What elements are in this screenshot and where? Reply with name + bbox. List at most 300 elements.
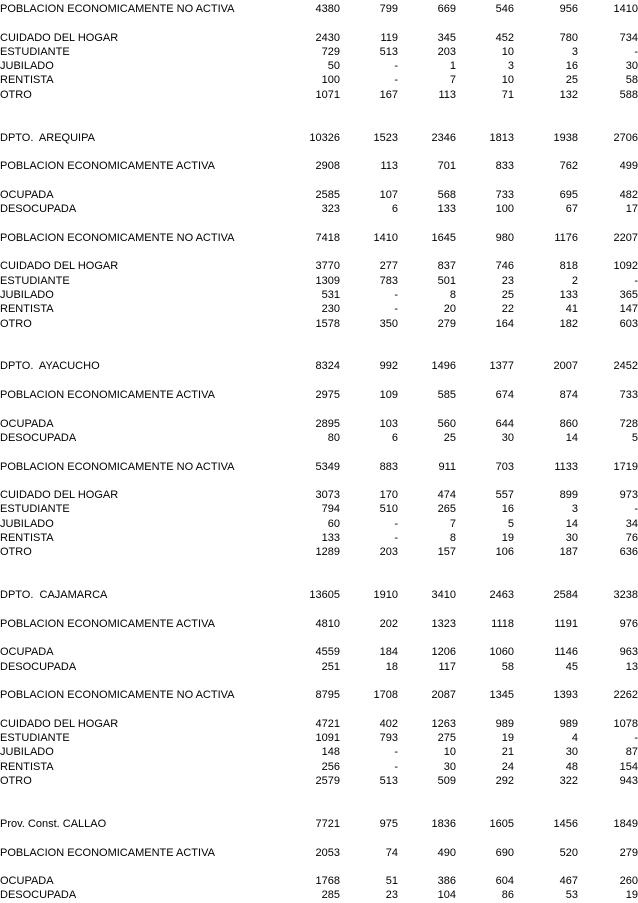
value-cell: 285 xyxy=(321,889,340,902)
value-cell: 1118 xyxy=(491,617,514,630)
value-cell: 2975 xyxy=(315,389,340,402)
value-cell: - xyxy=(634,45,638,58)
spacer-row xyxy=(0,445,638,459)
value-cell: 509 xyxy=(437,775,456,788)
value-cell: 520 xyxy=(559,846,578,859)
value-cell: 30 xyxy=(625,60,638,73)
row-label: OCUPADA xyxy=(0,417,54,430)
spacer-cell xyxy=(0,474,638,488)
table-row xyxy=(0,731,638,745)
value-cell: 25 xyxy=(501,288,514,301)
value-cell: 911 xyxy=(438,460,456,473)
value-cell: 10 xyxy=(501,74,514,87)
value-cell: 467 xyxy=(559,875,578,888)
value-cell: 1523 xyxy=(373,131,398,144)
table-row xyxy=(0,617,638,631)
spacer-row xyxy=(0,703,638,717)
value-cell: 8324 xyxy=(315,360,340,373)
spacer-row xyxy=(0,631,638,645)
spacer-row xyxy=(0,788,638,802)
value-cell: 17 xyxy=(625,203,638,216)
value-cell: 157 xyxy=(437,546,456,559)
value-cell: 345 xyxy=(437,31,456,44)
value-cell: 3770 xyxy=(315,260,340,273)
value-cell: 6 xyxy=(391,431,398,444)
value-cell: 793 xyxy=(379,732,398,745)
value-cell: 560 xyxy=(437,417,456,430)
spacer-row xyxy=(0,145,638,159)
value-cell: 701 xyxy=(437,160,456,173)
table-row xyxy=(0,188,638,202)
value-cell: 733 xyxy=(619,389,638,402)
value-cell: 490 xyxy=(437,846,456,859)
spacer-row xyxy=(0,216,638,230)
value-cell: 133 xyxy=(559,288,578,301)
value-cell: 16 xyxy=(501,503,514,516)
value-cell: 22 xyxy=(501,303,514,316)
value-cell: 2053 xyxy=(315,846,340,859)
report-page xyxy=(0,2,638,903)
value-cell: 1768 xyxy=(315,875,340,888)
value-cell: 1133 xyxy=(554,460,578,473)
value-cell: 3 xyxy=(571,503,578,516)
value-cell: 1836 xyxy=(431,817,456,830)
value-cell: 133 xyxy=(321,531,340,544)
row-label: JUBILADO xyxy=(0,746,54,759)
value-cell: 975 xyxy=(379,817,398,830)
value-cell: 20 xyxy=(443,303,456,316)
value-cell: 148 xyxy=(321,746,340,759)
value-cell: 728 xyxy=(619,417,638,430)
value-cell: 992 xyxy=(379,360,398,373)
spacer-row xyxy=(0,402,638,416)
row-label: POBLACION ECONOMICAMENTE ACTIVA xyxy=(0,160,215,173)
value-cell: 1289 xyxy=(315,546,340,559)
value-cell: 30 xyxy=(565,746,578,759)
row-label: OTRO xyxy=(0,88,32,101)
row-label: POBLACION ECONOMICAMENTE NO ACTIVA xyxy=(0,231,235,244)
row-label: RENTISTA xyxy=(0,760,54,773)
value-cell: 48 xyxy=(565,760,578,773)
table-row xyxy=(0,817,638,831)
value-cell: 260 xyxy=(619,875,638,888)
value-cell: 279 xyxy=(619,846,638,859)
value-cell: 2452 xyxy=(613,360,638,373)
table-row xyxy=(0,73,638,87)
table-row xyxy=(0,488,638,502)
value-cell: 531 xyxy=(321,288,340,301)
row-label: JUBILADO xyxy=(0,60,54,73)
value-cell: - xyxy=(394,517,398,530)
value-cell: - xyxy=(394,746,398,759)
value-cell: - xyxy=(394,303,398,316)
value-cell: 513 xyxy=(379,775,398,788)
value-cell: 1377 xyxy=(489,360,514,373)
value-cell: 1849 xyxy=(613,817,638,830)
value-cell: 4559 xyxy=(315,646,340,659)
row-label: OCUPADA xyxy=(0,875,54,888)
row-label: ESTUDIANTE xyxy=(0,503,70,516)
row-label: DPTO. AREQUIPA xyxy=(0,131,95,144)
value-cell: 943 xyxy=(619,775,638,788)
row-label: OCUPADA xyxy=(0,188,54,201)
row-label: CUIDADO DEL HOGAR xyxy=(0,489,119,502)
value-cell: 350 xyxy=(379,317,398,330)
value-cell: 1091 xyxy=(315,732,340,745)
value-cell: 695 xyxy=(559,188,578,201)
value-cell: 113 xyxy=(438,88,456,101)
value-cell: 279 xyxy=(437,317,456,330)
value-cell: 10 xyxy=(501,45,514,58)
value-cell: 113 xyxy=(380,160,398,173)
spacer-row xyxy=(0,574,638,588)
table-row xyxy=(0,660,638,674)
value-cell: 833 xyxy=(495,160,514,173)
table-row xyxy=(0,717,638,731)
value-cell: 170 xyxy=(379,489,398,502)
value-cell: 104 xyxy=(437,889,456,902)
value-cell: 18 xyxy=(385,660,398,673)
spacer-row xyxy=(0,331,638,345)
value-cell: 182 xyxy=(559,317,578,330)
value-cell: 2908 xyxy=(315,160,340,173)
value-cell: 734 xyxy=(619,31,638,44)
spacer-row xyxy=(0,560,638,574)
value-cell: 103 xyxy=(379,417,398,430)
table-row xyxy=(0,760,638,774)
value-cell: 6 xyxy=(391,203,398,216)
value-cell: 482 xyxy=(619,188,638,201)
value-cell: 24 xyxy=(501,760,514,773)
value-cell: 14 xyxy=(565,431,578,444)
row-label: OCUPADA xyxy=(0,646,54,659)
value-cell: 644 xyxy=(495,417,514,430)
spacer-cell xyxy=(0,102,638,116)
value-cell: 989 xyxy=(559,717,578,730)
table-row xyxy=(0,531,638,545)
value-cell: - xyxy=(634,503,638,516)
spacer-cell xyxy=(0,445,638,459)
value-cell: 2007 xyxy=(553,360,578,373)
value-cell: 167 xyxy=(379,88,398,101)
value-cell: 1078 xyxy=(613,717,638,730)
value-cell: 1176 xyxy=(554,231,578,244)
value-cell: - xyxy=(394,74,398,87)
value-cell: 8 xyxy=(449,531,456,544)
value-cell: 202 xyxy=(379,617,398,630)
table-row xyxy=(0,417,638,431)
spacer-row xyxy=(0,374,638,388)
table-row xyxy=(0,2,638,16)
table-row xyxy=(0,502,638,516)
value-cell: 3238 xyxy=(613,589,638,602)
value-cell: 746 xyxy=(495,260,514,273)
value-cell: 251 xyxy=(321,660,340,673)
value-cell: 4380 xyxy=(315,3,340,15)
value-cell: 4 xyxy=(571,732,578,745)
value-cell: 474 xyxy=(437,489,456,502)
table-body xyxy=(0,2,638,903)
value-cell: 277 xyxy=(379,260,398,273)
table-row xyxy=(0,302,638,316)
value-cell: 34 xyxy=(625,517,638,530)
row-label: POBLACION ECONOMICAMENTE NO ACTIVA xyxy=(0,460,235,473)
row-label: JUBILADO xyxy=(0,288,54,301)
table-row xyxy=(0,131,638,145)
spacer-cell xyxy=(0,216,638,230)
value-cell: 956 xyxy=(559,3,578,15)
value-cell: 603 xyxy=(619,317,638,330)
row-label: OTRO xyxy=(0,775,32,788)
value-cell: 780 xyxy=(559,31,578,44)
value-cell: 203 xyxy=(437,45,456,58)
value-cell: 5 xyxy=(507,517,514,530)
value-cell: 67 xyxy=(565,203,578,216)
spacer-row xyxy=(0,16,638,30)
value-cell: 322 xyxy=(559,775,578,788)
value-cell: - xyxy=(394,60,398,73)
value-cell: 452 xyxy=(495,31,514,44)
table-row xyxy=(0,274,638,288)
value-cell: 7418 xyxy=(315,231,340,244)
value-cell: 818 xyxy=(559,260,578,273)
value-cell: 588 xyxy=(619,88,638,101)
value-cell: 976 xyxy=(619,617,638,630)
value-cell: 203 xyxy=(379,546,398,559)
value-cell: 7 xyxy=(449,74,456,87)
value-cell: 402 xyxy=(379,717,398,730)
spacer-cell xyxy=(0,860,638,874)
table-row xyxy=(0,460,638,474)
table-row xyxy=(0,202,638,216)
value-cell: 2207 xyxy=(613,231,638,244)
table-row xyxy=(0,159,638,173)
value-cell: 1345 xyxy=(489,689,514,702)
value-cell: 604 xyxy=(495,875,514,888)
row-label: DESOCUPADA xyxy=(0,431,77,444)
spacer-row xyxy=(0,345,638,359)
value-cell: 2895 xyxy=(315,417,340,430)
value-cell: 14 xyxy=(565,517,578,530)
spacer-cell xyxy=(0,803,638,817)
value-cell: 8795 xyxy=(315,689,340,702)
value-cell: 980 xyxy=(495,231,514,244)
population-table xyxy=(0,2,638,903)
table-row xyxy=(0,774,638,788)
value-cell: 674 xyxy=(495,389,514,402)
row-label: RENTISTA xyxy=(0,531,54,544)
row-label: ESTUDIANTE xyxy=(0,45,70,58)
table-row xyxy=(0,88,638,102)
value-cell: 513 xyxy=(379,45,398,58)
spacer-row xyxy=(0,174,638,188)
value-cell: - xyxy=(394,531,398,544)
value-cell: 230 xyxy=(321,303,340,316)
value-cell: 1071 xyxy=(315,88,340,101)
value-cell: 386 xyxy=(437,875,456,888)
row-label: POBLACION ECONOMICAMENTE ACTIVA xyxy=(0,617,215,630)
value-cell: 1578 xyxy=(315,317,340,330)
table-row xyxy=(0,259,638,273)
value-cell: 1 xyxy=(449,60,456,73)
value-cell: 106 xyxy=(495,546,514,559)
value-cell: 100 xyxy=(321,74,340,87)
spacer-cell xyxy=(0,788,638,802)
spacer-row xyxy=(0,245,638,259)
value-cell: 899 xyxy=(559,489,578,502)
spacer-cell xyxy=(0,374,638,388)
value-cell: 837 xyxy=(437,260,456,273)
value-cell: 100 xyxy=(495,203,514,216)
value-cell: 51 xyxy=(385,875,398,888)
spacer-cell xyxy=(0,602,638,616)
value-cell: 132 xyxy=(559,88,578,101)
spacer-cell xyxy=(0,145,638,159)
value-cell: 19 xyxy=(501,531,514,544)
value-cell: 2087 xyxy=(431,689,456,702)
row-label: OTRO xyxy=(0,546,32,559)
table-row xyxy=(0,545,638,559)
value-cell: 30 xyxy=(565,531,578,544)
value-cell: 1456 xyxy=(553,817,578,830)
row-label: POBLACION ECONOMICAMENTE ACTIVA xyxy=(0,389,215,402)
spacer-cell xyxy=(0,674,638,688)
value-cell: 1708 xyxy=(373,689,398,702)
value-cell: 703 xyxy=(495,460,514,473)
value-cell: 10 xyxy=(443,746,456,759)
table-row xyxy=(0,288,638,302)
value-cell: 7721 xyxy=(315,817,340,830)
value-cell: 365 xyxy=(619,288,638,301)
value-cell: 546 xyxy=(495,3,514,15)
value-cell: 1605 xyxy=(489,817,514,830)
value-cell: 25 xyxy=(443,431,456,444)
table-row xyxy=(0,231,638,245)
row-label: POBLACION ECONOMICAMENTE NO ACTIVA xyxy=(0,689,235,702)
value-cell: 2346 xyxy=(431,131,456,144)
value-cell: 690 xyxy=(495,846,514,859)
spacer-cell xyxy=(0,245,638,259)
value-cell: 58 xyxy=(625,74,638,87)
row-label: DESOCUPADA xyxy=(0,203,77,216)
value-cell: 2706 xyxy=(613,131,638,144)
value-cell: 8 xyxy=(449,288,456,301)
spacer-cell xyxy=(0,331,638,345)
value-cell: 60 xyxy=(327,517,340,530)
value-cell: 19 xyxy=(625,889,638,902)
spacer-cell xyxy=(0,116,638,130)
table-row xyxy=(0,688,638,702)
value-cell: 1263 xyxy=(431,717,456,730)
value-cell: 107 xyxy=(379,188,398,201)
value-cell: 973 xyxy=(619,489,638,502)
value-cell: 3 xyxy=(571,45,578,58)
value-cell: 265 xyxy=(437,503,456,516)
value-cell: 13 xyxy=(625,660,638,673)
value-cell: 1910 xyxy=(373,589,398,602)
value-cell: 1060 xyxy=(489,646,514,659)
value-cell: 76 xyxy=(625,531,638,544)
row-label: CUIDADO DEL HOGAR xyxy=(0,31,119,44)
table-row xyxy=(0,431,638,445)
value-cell: 13605 xyxy=(309,589,340,602)
value-cell: 1938 xyxy=(553,131,578,144)
value-cell: 636 xyxy=(619,546,638,559)
value-cell: 1496 xyxy=(431,360,456,373)
value-cell: 16 xyxy=(565,60,578,73)
value-cell: 41 xyxy=(565,303,578,316)
row-label: JUBILADO xyxy=(0,517,54,530)
value-cell: 184 xyxy=(379,646,398,659)
value-cell: 3073 xyxy=(315,489,340,502)
value-cell: 883 xyxy=(379,460,398,473)
value-cell: 1410 xyxy=(373,231,398,244)
spacer-cell xyxy=(0,402,638,416)
value-cell: 275 xyxy=(437,732,456,745)
value-cell: 323 xyxy=(321,203,340,216)
value-cell: 2262 xyxy=(613,689,638,702)
value-cell: 557 xyxy=(495,489,514,502)
value-cell: 499 xyxy=(619,160,638,173)
table-row xyxy=(0,45,638,59)
row-label: ESTUDIANTE xyxy=(0,274,70,287)
spacer-row xyxy=(0,860,638,874)
spacer-row xyxy=(0,803,638,817)
spacer-row xyxy=(0,116,638,130)
row-label: RENTISTA xyxy=(0,74,54,87)
value-cell: 729 xyxy=(321,45,340,58)
value-cell: 799 xyxy=(379,3,398,15)
value-cell: 19 xyxy=(501,732,514,745)
spacer-row xyxy=(0,474,638,488)
row-label: POBLACION ECONOMICAMENTE ACTIVA xyxy=(0,846,215,859)
value-cell: 21 xyxy=(501,746,514,759)
row-label: DESOCUPADA xyxy=(0,660,77,673)
value-cell: - xyxy=(394,760,398,773)
value-cell: - xyxy=(634,732,638,745)
value-cell: 1813 xyxy=(489,131,514,144)
table-row xyxy=(0,645,638,659)
spacer-cell xyxy=(0,574,638,588)
value-cell: 1393 xyxy=(553,689,578,702)
value-cell: 1092 xyxy=(613,260,638,273)
value-cell: 2584 xyxy=(553,589,578,602)
value-cell: 147 xyxy=(619,303,638,316)
spacer-cell xyxy=(0,16,638,30)
value-cell: 1206 xyxy=(431,646,456,659)
value-cell: 58 xyxy=(501,660,514,673)
row-label: DESOCUPADA xyxy=(0,889,77,902)
value-cell: 30 xyxy=(501,431,514,444)
value-cell: 71 xyxy=(501,88,514,101)
table-row xyxy=(0,31,638,45)
table-row xyxy=(0,888,638,902)
spacer-cell xyxy=(0,831,638,845)
value-cell: 568 xyxy=(437,188,456,201)
row-label: POBLACION ECONOMICAMENTE NO ACTIVA xyxy=(0,3,235,15)
value-cell: 783 xyxy=(379,274,398,287)
value-cell: 5 xyxy=(631,431,638,444)
spacer-cell xyxy=(0,345,638,359)
value-cell: 762 xyxy=(559,160,578,173)
value-cell: 989 xyxy=(495,717,514,730)
table-row xyxy=(0,874,638,888)
value-cell: 7 xyxy=(449,517,456,530)
value-cell: 3 xyxy=(507,60,514,73)
value-cell: 585 xyxy=(437,389,456,402)
value-cell: 87 xyxy=(625,746,638,759)
table-row xyxy=(0,388,638,402)
